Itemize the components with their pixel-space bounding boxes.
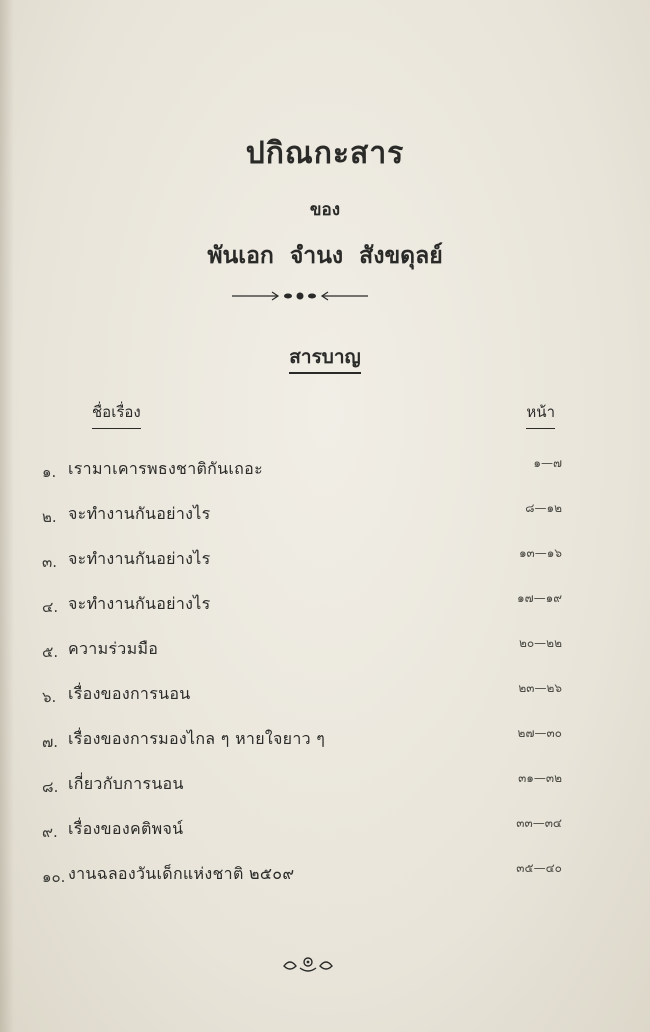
entry-number: ๑๐. xyxy=(42,868,66,886)
toc-heading xyxy=(0,342,650,372)
toc-entry xyxy=(42,497,562,542)
toc-entry xyxy=(42,632,562,677)
entry-number: ๖. xyxy=(42,688,57,706)
entry-title: เรื่องของการนอน xyxy=(68,684,191,703)
entry-title: เรื่องของการมองไกล ๆ หายใจยาว ๆ xyxy=(68,729,326,748)
toc-entry xyxy=(42,542,562,587)
entry-pages: ๘—๑๒ xyxy=(525,501,562,515)
entry-title: ความร่วมมือ xyxy=(68,639,159,658)
entry-number: ๑. xyxy=(42,463,57,481)
entry-pages: ๓๑—๓๒ xyxy=(518,771,562,785)
subject-column-header: ชื่อเรื่อง xyxy=(92,400,141,429)
entry-number: ๙. xyxy=(42,823,58,841)
toc-entry xyxy=(42,587,562,632)
toc-entry xyxy=(42,857,562,902)
entry-pages: ๓๕—๔๐ xyxy=(516,861,562,875)
entry-pages: ๒๗—๓๐ xyxy=(517,726,562,740)
entry-number: ๕. xyxy=(42,643,59,661)
toc-entry xyxy=(42,812,562,857)
entry-title: จะทำงานกันอย่างไร xyxy=(68,549,211,568)
entry-pages: ๑—๗ xyxy=(533,456,562,470)
of-label: ของ xyxy=(309,200,341,220)
toc-list xyxy=(42,452,562,902)
entry-title: งานฉลองวันเด็กแห่งชาติ ๒๕๐๙ xyxy=(68,864,295,883)
entry-number: ๗. xyxy=(42,733,59,751)
entry-pages: ๒๐—๒๒ xyxy=(518,636,562,650)
footer-ornament xyxy=(280,952,336,976)
toc-heading-text: สารบาญ xyxy=(289,346,360,374)
entry-number: ๒. xyxy=(42,508,57,526)
toc-entry xyxy=(42,767,562,812)
divider-ornament xyxy=(230,286,370,306)
entry-pages: ๑๓—๑๖ xyxy=(518,546,562,560)
entry-title: จะทำงานกันอย่างไร xyxy=(68,594,211,613)
entry-pages: ๒๓—๒๖ xyxy=(518,681,562,695)
entry-number: ๔. xyxy=(42,598,59,616)
entry-number: ๘. xyxy=(42,778,59,796)
entry-title: จะทำงานกันอย่างไร xyxy=(68,504,211,523)
page-column-header: หน้า xyxy=(526,400,555,429)
entry-pages: ๑๗—๑๙ xyxy=(516,591,562,605)
entry-number: ๓. xyxy=(42,553,58,571)
entry-title: เรามาเคารพธงชาติกันเถอะ xyxy=(68,459,263,478)
entry-pages: ๓๓—๓๔ xyxy=(516,816,562,830)
toc-entry xyxy=(42,677,562,722)
entry-title: เกี่ยวกับการนอน xyxy=(68,774,184,793)
toc-entry xyxy=(42,452,562,497)
entry-title: เรื่องของคติพจน์ xyxy=(68,819,184,838)
toc-entry xyxy=(42,722,562,767)
author-name: พันเอก จำนง สังขดุลย์ xyxy=(207,242,443,269)
book-title: ปกิณกะสาร xyxy=(245,136,405,171)
